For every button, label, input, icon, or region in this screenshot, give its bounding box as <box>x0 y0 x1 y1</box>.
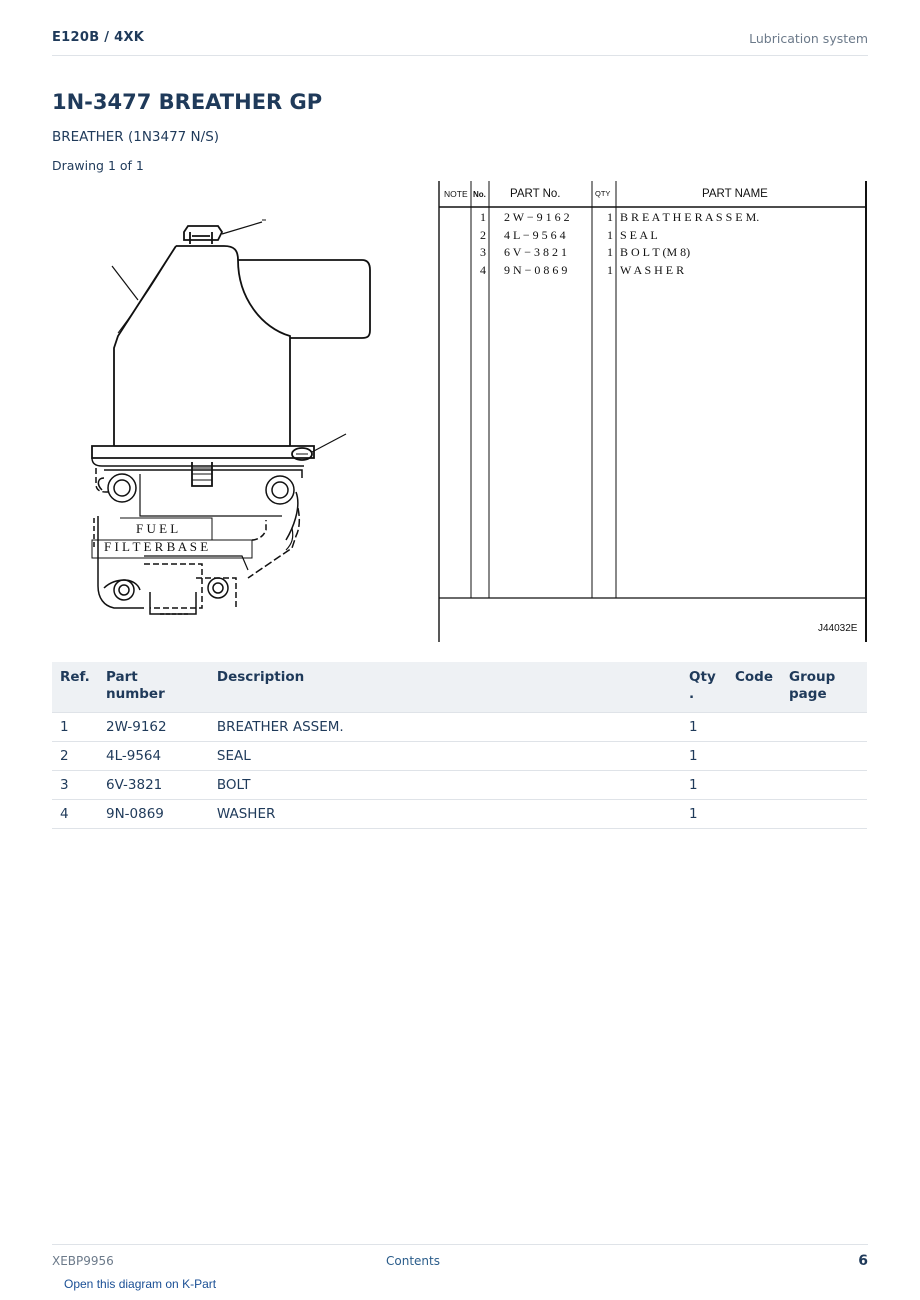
qty-cell: 1 <box>681 770 727 799</box>
drawing-rows <box>480 210 759 277</box>
group-page-cell <box>781 799 867 828</box>
part-number-cell: 4L-9564 <box>98 741 209 770</box>
part-number-column-header: Part number <box>98 662 209 712</box>
description-cell: SEAL <box>209 741 681 770</box>
ref-column-header: Ref. <box>52 662 98 712</box>
table-row <box>52 799 867 828</box>
table-row <box>52 712 867 741</box>
part-number-cell: 6V-3821 <box>98 770 209 799</box>
description-cell: WASHER <box>209 799 681 828</box>
code-cell <box>727 741 781 770</box>
drawing-row-qty: 1 <box>607 245 613 259</box>
kpart-diagram-link[interactable]: Open this diagram on K-Part <box>64 1277 217 1291</box>
page-title: 1N-3477 BREATHER GP <box>52 90 323 114</box>
document-number: XEBP9956 <box>52 1254 114 1268</box>
page-footer <box>52 1244 868 1274</box>
part-no-column-header: PART No. <box>510 188 561 200</box>
drawing-row-no: 1 <box>480 210 486 224</box>
filter-base-label: F I L T E R B A S E <box>104 539 209 554</box>
note-column-header: NOTE <box>444 189 468 199</box>
drawing-row-part-no: 4 L − 9 5 6 4 <box>504 228 566 242</box>
drawing-row-part-no: 6 V − 3 8 2 1 <box>504 245 567 259</box>
drawing-row-qty: 1 <box>607 263 613 277</box>
ref-cell: 2 <box>52 741 98 770</box>
table-header-row <box>52 662 867 712</box>
page-subtitle: BREATHER (1N3477 N/S) <box>52 129 220 145</box>
description-cell: BREATHER ASSEM. <box>209 712 681 741</box>
qty-cell: 1 <box>681 741 727 770</box>
section-label: Lubrication system <box>749 31 868 46</box>
table-row <box>52 770 867 799</box>
code-cell <box>727 799 781 828</box>
code-cell <box>727 712 781 741</box>
drawing-row-name: S E A L <box>620 228 658 242</box>
group-page-cell <box>781 770 867 799</box>
parts-table <box>52 662 867 829</box>
page-header <box>52 28 868 56</box>
qty-column-header: Qty . <box>681 662 727 712</box>
drawing-code: J44032E <box>818 623 858 634</box>
drawing-row-part-no: 9 N − 0 8 6 9 <box>504 263 568 277</box>
page-number: 6 <box>858 1253 868 1269</box>
ref-cell: 3 <box>52 770 98 799</box>
drawing-row-name: B O L T (M 8) <box>620 245 691 259</box>
breather-illustration <box>92 220 370 486</box>
group-page-column-header: Group page <box>781 662 867 712</box>
table-row <box>52 741 867 770</box>
drawing-row-name: W A S H E R <box>620 263 685 277</box>
qty-cell: 1 <box>681 712 727 741</box>
drawing-row-no: 2 <box>480 228 486 242</box>
drawing-row-qty: 1 <box>607 210 613 224</box>
code-cell <box>727 770 781 799</box>
drawing-row-qty: 1 <box>607 228 613 242</box>
group-page-cell <box>781 741 867 770</box>
drawing-row-part-no: 2 W − 9 1 6 2 <box>504 210 570 224</box>
part-number-cell: 2W-9162 <box>98 712 209 741</box>
description-cell: BOLT <box>209 770 681 799</box>
contents-link[interactable]: Contents <box>386 1254 440 1268</box>
drawing-row-name: B R E A T H E R A S S E M. <box>620 210 760 224</box>
ref-cell: 4 <box>52 799 98 828</box>
ref-cell: 1 <box>52 712 98 741</box>
part-name-column-header: PART NAME <box>702 188 768 200</box>
model-label: E120B / 4XK <box>52 30 145 45</box>
drawing-row-no: 4 <box>480 263 486 277</box>
description-column-header: Description <box>209 662 681 712</box>
drawing-counter: Drawing 1 of 1 <box>52 158 144 173</box>
drawing-row-no: 3 <box>480 245 486 259</box>
group-page-cell <box>781 712 867 741</box>
code-column-header: Code <box>727 662 781 712</box>
fuel-label: F U E L <box>136 521 179 536</box>
qty-column-header: QTY <box>595 189 611 198</box>
no-column-header: No. <box>473 190 486 199</box>
qty-cell: 1 <box>681 799 727 828</box>
parts-diagram <box>52 178 870 646</box>
part-number-cell: 9N-0869 <box>98 799 209 828</box>
